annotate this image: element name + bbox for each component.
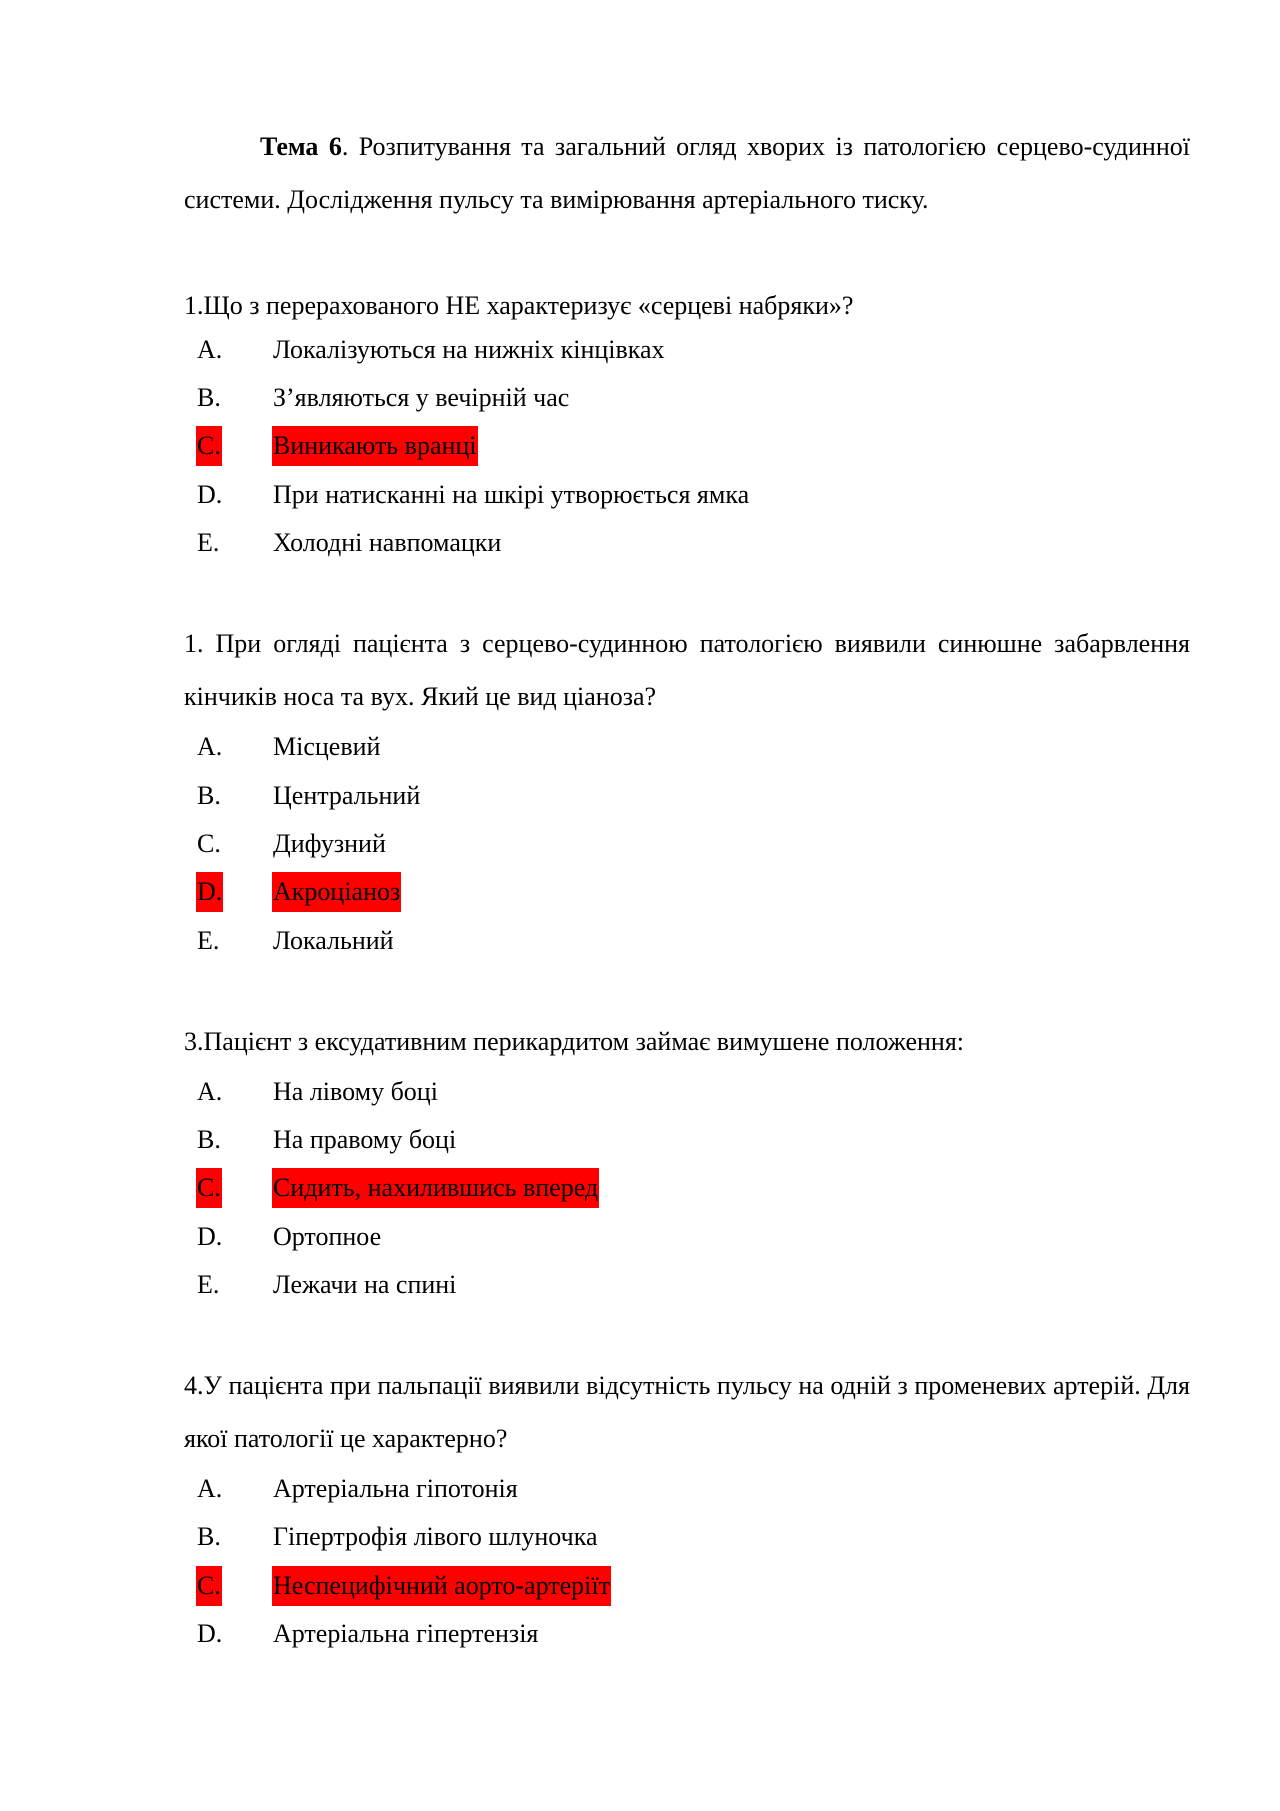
option-letter: A.	[197, 732, 223, 761]
option-letter: D.	[197, 480, 223, 509]
option-3d	[0, 1217, 1280, 1257]
option-letter: C.	[196, 1566, 222, 1606]
option-text: При натисканні на шкірі утворюється ямка	[273, 480, 750, 509]
option-letter: D.	[197, 1222, 223, 1251]
option-1b	[0, 378, 1280, 418]
option-2e	[0, 921, 1280, 961]
option-letter: C.	[196, 426, 222, 466]
option-letter: E.	[197, 1270, 220, 1299]
option-3b	[0, 1120, 1280, 1160]
option-text: Холодні навпомацки	[273, 528, 502, 557]
question-3: 3.Пацієнт з ексудативним перикардитом займає вимушене положення:	[184, 1027, 965, 1056]
topic-title: . Розпитування та загальний огляд хворих із патологією серцево-судинної системи. Дослідження пульсу та вимірювання артеріального тиску.	[184, 132, 1190, 214]
option-text: Сидить, нахилившись вперед	[272, 1168, 599, 1208]
question-2: 1. При огляді пацієнта з серцево-судинною патологією виявили синюшне забарвлення кінчиків носа та вух. Який це вид ціаноза?	[184, 629, 1190, 711]
option-text: Лежачи на спині	[273, 1270, 457, 1299]
option-1c-correct	[0, 426, 1280, 466]
option-text: Локалізуються на нижніх кінцівках	[273, 335, 665, 364]
option-letter: D.	[197, 1619, 223, 1648]
option-3a	[0, 1072, 1280, 1112]
option-text: Ортопное	[273, 1222, 382, 1251]
option-3c-correct	[0, 1168, 1280, 1208]
option-letter: B.	[197, 1522, 221, 1551]
option-text: На правому боці	[273, 1125, 457, 1154]
page-title	[184, 120, 1190, 226]
question-1: 1.Що з перерахованого НЕ характеризує «серцеві набряки»?	[184, 291, 854, 320]
option-letter: A.	[197, 1077, 223, 1106]
option-letter: B.	[197, 1125, 221, 1154]
option-1e	[0, 523, 1280, 563]
option-text: Місцевий	[273, 732, 381, 761]
option-letter: E.	[197, 528, 220, 557]
option-letter: C.	[196, 1168, 222, 1208]
option-text: Дифузний	[273, 829, 386, 858]
option-text: На лівому боці	[273, 1077, 438, 1106]
topic-number: Тема 6	[260, 132, 342, 161]
option-1d	[0, 475, 1280, 515]
option-text: Артеріальна гіпотонія	[273, 1474, 518, 1503]
option-letter: E.	[197, 926, 220, 955]
option-text: Центральний	[273, 781, 421, 810]
option-3e	[0, 1265, 1280, 1305]
option-text: Артеріальна гіпертензія	[273, 1619, 539, 1648]
option-4a	[0, 1469, 1280, 1509]
option-text: Акроціаноз	[272, 872, 401, 912]
option-4c-correct	[0, 1566, 1280, 1606]
option-2a	[0, 727, 1280, 767]
option-text: Гіпертрофія лівого шлуночка	[273, 1522, 598, 1551]
option-text: Виникають вранці	[272, 426, 478, 466]
option-text: Локальний	[273, 926, 394, 955]
option-text: З’являються у вечірній час	[273, 383, 570, 412]
option-letter: B.	[197, 383, 221, 412]
option-text: Неспецифічний аорто-артеріїт	[272, 1566, 611, 1606]
option-4d	[0, 1614, 1280, 1654]
question-4: 4.У пацієнта при пальпації виявили відсутність пульсу на одній з променевих артерій. Для якої патології це характерно?	[184, 1371, 1190, 1453]
option-letter: A.	[197, 335, 223, 364]
option-2d-correct	[0, 872, 1280, 912]
option-2c	[0, 824, 1280, 864]
option-letter: B.	[197, 781, 221, 810]
option-letter: C.	[197, 829, 221, 858]
option-2b	[0, 776, 1280, 816]
option-1a	[0, 330, 1280, 370]
option-letter: A.	[197, 1474, 223, 1503]
option-letter: D.	[196, 872, 223, 912]
option-4b	[0, 1517, 1280, 1557]
